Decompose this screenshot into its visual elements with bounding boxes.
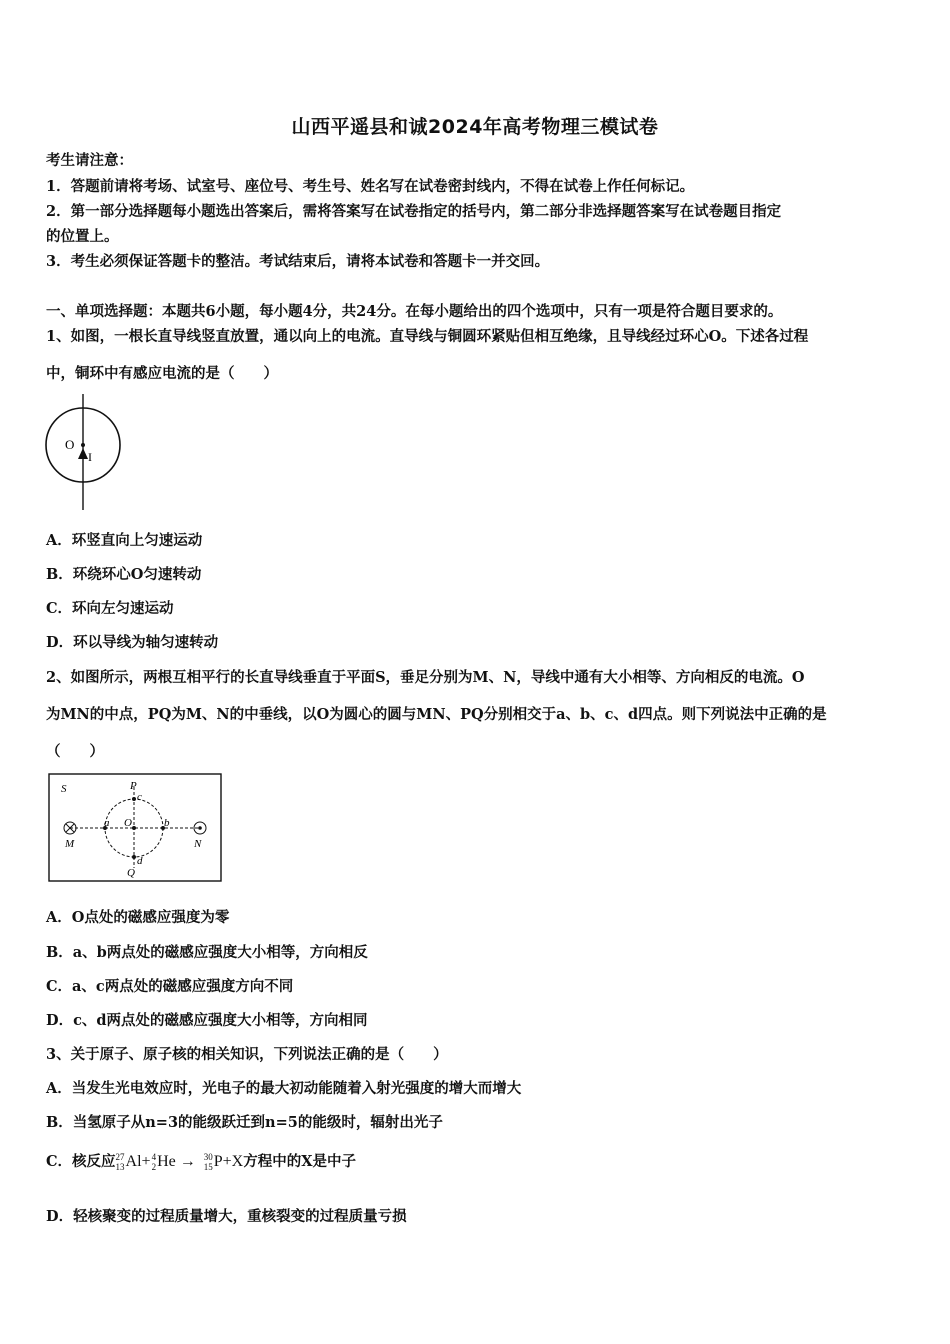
charge-number: 2: [151, 1162, 157, 1173]
q2-option-c: C．a、c两点处的磁感应强度方向不同: [46, 978, 294, 995]
q1-option-b: B．环绕环心O匀速转动: [46, 566, 202, 583]
q3-option-b: B．当氢原子从n=3的能级跃迁到n=5的能级时，辐射出光子: [46, 1114, 443, 1131]
current-arrow-icon: [78, 448, 88, 459]
q1-option-d: D．环以导线为轴匀速转动: [46, 634, 219, 651]
nuclear-equation: [116, 1150, 244, 1174]
label-I: I: [88, 450, 92, 464]
notice-item: 3．考生必须保证答题卡的整洁。考试结束后，请将本试卷和答题卡一并交回。: [46, 253, 550, 270]
section-intro: 一、单项选择题：本题共6小题，每小题4分，共24分。在每小题给出的四个选项中，只有一项是符合题目要求的。: [46, 303, 783, 320]
charge-number: 13: [115, 1162, 125, 1173]
label-N: N: [194, 838, 202, 850]
q1-figure: [40, 392, 126, 512]
isotope-al: [116, 1152, 125, 1172]
isotope-p: [204, 1152, 213, 1172]
element-symbol: P+X: [213, 1153, 244, 1170]
label-M: M: [65, 838, 75, 850]
charge-number: 15: [203, 1162, 213, 1173]
q1-stem: 1、如图，一根长直导线竖直放置，通以向上的电流。直导线与铜圆环紧贴但相互绝缘，且导线经过环心O。下述各过程: [46, 328, 809, 345]
label-d: d: [137, 855, 143, 867]
q3-option-a: A．当发生光电效应时，光电子的最大初动能随着入射光强度的增大而增大: [46, 1080, 522, 1097]
mass-number: 4: [151, 1152, 157, 1163]
point-d: [132, 855, 136, 859]
point-c: [132, 797, 136, 801]
option-c-prefix: C．核反应: [46, 1153, 116, 1170]
label-P: P: [130, 780, 137, 792]
label-Q: Q: [127, 867, 135, 879]
notice-item: 2．第一部分选择题每小题选出答案后，需将答案写在试卷指定的括号内，第二部分非选择题答案写在试卷题目指定: [46, 203, 782, 220]
q2-stem: （ ）: [46, 743, 104, 760]
q3-option-c: [46, 1150, 356, 1174]
ring-center-dot: [81, 443, 85, 447]
q2-option-b: B．a、b两点处的磁感应强度大小相等，方向相反: [46, 944, 368, 961]
notice-heading: 考生请注意：: [46, 152, 133, 169]
q1-option-a: A．环竖直向上匀速运动: [46, 532, 203, 549]
label-c: c: [137, 791, 142, 803]
label-S: S: [61, 783, 67, 795]
q1-stem: 中，铜环中有感应电流的是（ ）: [46, 365, 278, 382]
label-b: b: [164, 817, 170, 829]
page-title: 山西平遥县和诚2024年高考物理三模试卷: [291, 116, 659, 138]
mass-number: 27: [115, 1152, 125, 1163]
label-O: O: [65, 437, 75, 452]
label-O: O: [124, 817, 132, 829]
q2-option-a: A．O点处的磁感应强度为零: [46, 909, 230, 926]
q2-figure: [48, 773, 224, 885]
label-a: a: [104, 817, 110, 829]
isotope-he: [152, 1152, 157, 1172]
q2-option-d: D．c、d两点处的磁感应强度大小相等，方向相同: [46, 1012, 368, 1029]
mass-number: 30: [203, 1152, 213, 1163]
element-symbol: He →: [157, 1153, 196, 1170]
q1-option-c: C．环向左匀速运动: [46, 600, 174, 617]
dot-mark: [198, 826, 202, 830]
point-O: [132, 826, 136, 830]
q3-option-d: D．轻核聚变的过程质量增大，重核裂变的过程质量亏损: [46, 1208, 407, 1225]
q2-stem: 2、如图所示，两根互相平行的长直导线垂直于平面S，垂足分别为M、N，导线中通有大小相等、方向相反的电流。O: [46, 669, 805, 686]
q2-stem: 为MN的中点，PQ为M、N的中垂线，以O为圆心的圆与MN、PQ分别相交于a、b、c、d四点。则下列说法中正确的是: [46, 706, 827, 723]
option-c-suffix: 方程中的X是中子: [243, 1153, 356, 1170]
q3-stem: 3、关于原子、原子核的相关知识，下列说法正确的是（ ）: [46, 1046, 448, 1063]
element-symbol: Al+: [125, 1153, 151, 1170]
notice-item: 1．答题前请将考场、试室号、座位号、考生号、姓名写在试卷密封线内，不得在试卷上作任何标记。: [46, 178, 695, 195]
notice-item: 的位置上。: [46, 228, 119, 245]
